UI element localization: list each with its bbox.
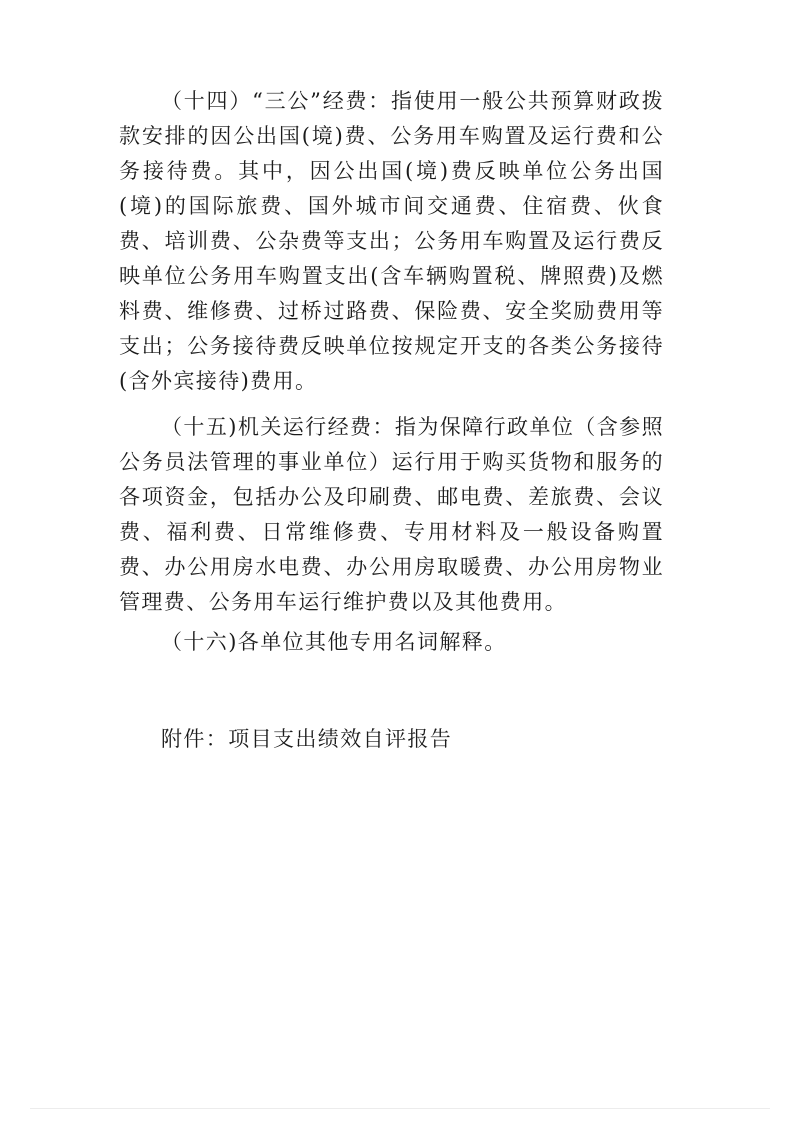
paragraph-other-terms: （十六)各单位其他专用名词解释。 [161,630,507,654]
paragraph-sangong-expenses: （十四）“三公”经费：指使用一般公共预算财政拨款安排的因公出国(境)费、公务用车购置及运行费和公务接待费。其中，因公出国(境)费反映单位公务出国(境)的国际旅费、国外城市间交通费、住宿费、伙食费、培训费、公杂费等支出；公务用车购置及运行费反映单位公务用车购置支出(含车辆购置税、牌照费)及燃料费、维修费、过桥过路费、保险费、安全奖励费用等支出；公务接待费反映单位按规定开支的各类公务接待(含外宾接待)费用。 [119,89,664,393]
document-body [119,84,664,757]
attachment-line: 附件：项目支出绩效自评报告 [161,727,453,751]
paragraph-operating-expenses: （十五)机关运行经费：指为保障行政单位（含参照公务员法管理的事业单位）运行用于购买货物和服务的各项资金，包括办公及印刷费、邮电费、差旅费、会议费、福利费、日常维修费、专用材料及一般设备购置费、办公用房水电费、办公用房取暖费、办公用房物业管理费、公务用车运行维护费以及其他费用。 [119,415,664,614]
page-bottom-divider [30,1108,770,1109]
